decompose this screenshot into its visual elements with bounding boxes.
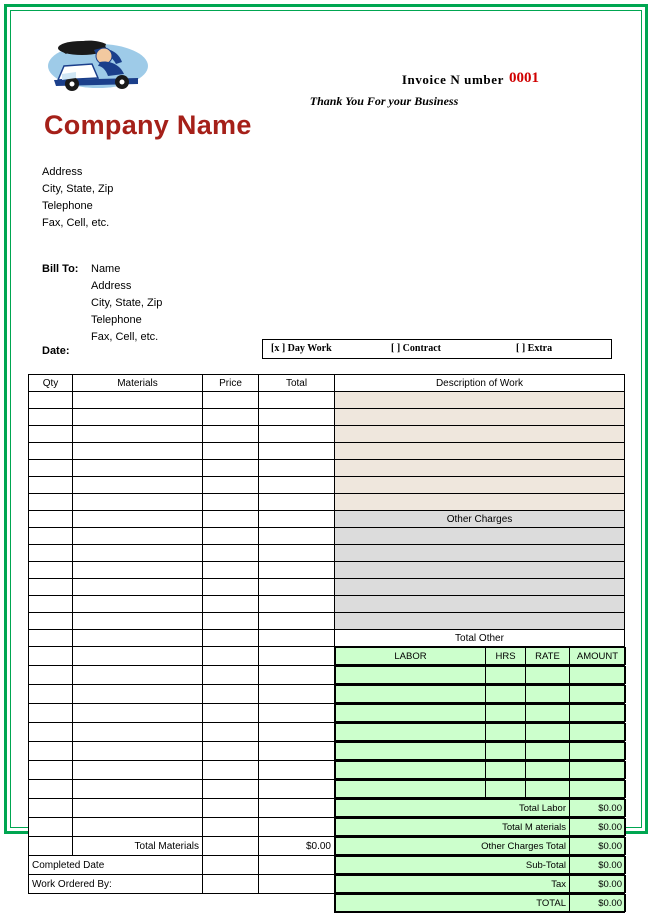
- cell-qty[interactable]: [29, 780, 73, 799]
- cell-total[interactable]: [259, 426, 335, 443]
- cell-materials[interactable]: [73, 460, 203, 477]
- total-labor-cell: [335, 799, 625, 818]
- table-row[interactable]: [29, 545, 625, 562]
- bill-to-line2[interactable]: Address: [91, 280, 132, 292]
- total-labor-label: Total Labor: [336, 800, 570, 817]
- cell-price[interactable]: [203, 742, 259, 761]
- total-materials-right-value: $0.00: [570, 819, 626, 836]
- bill-to-line3[interactable]: City, State, Zip: [91, 297, 163, 309]
- company-address-line1: Address: [42, 166, 83, 178]
- cell-other-charge[interactable]: [335, 528, 625, 545]
- cell-blank: [29, 894, 73, 913]
- cell-blank[interactable]: [259, 875, 335, 894]
- cell-hrs[interactable]: [486, 724, 526, 741]
- table-row[interactable]: [29, 494, 625, 511]
- cell-price[interactable]: [203, 494, 259, 511]
- cell-materials[interactable]: [73, 545, 203, 562]
- table-row[interactable]: [29, 460, 625, 477]
- grand-total-row: [29, 894, 625, 913]
- cell-total[interactable]: [259, 630, 335, 647]
- cell-price[interactable]: [203, 409, 259, 426]
- cell-materials[interactable]: [73, 704, 203, 723]
- cell-price[interactable]: [203, 723, 259, 742]
- sub-total-label: Sub-Total: [336, 857, 570, 874]
- cell-total[interactable]: [259, 596, 335, 613]
- cell-materials[interactable]: [73, 579, 203, 596]
- work-type-contract[interactable]: [ ] Contract: [391, 343, 441, 354]
- completed-date-row: [29, 856, 625, 875]
- cell-qty[interactable]: [29, 742, 73, 761]
- labor-header-row: [29, 647, 625, 666]
- cell-hrs[interactable]: [486, 781, 526, 798]
- cell-materials[interactable]: [73, 511, 203, 528]
- cell-total[interactable]: [259, 799, 335, 818]
- cell-price[interactable]: [203, 818, 259, 837]
- cell-price[interactable]: [203, 761, 259, 780]
- grand-total-label: TOTAL: [336, 895, 570, 912]
- cell-materials[interactable]: [73, 723, 203, 742]
- other-charges-header-row: [29, 511, 625, 528]
- table-row[interactable]: [29, 613, 625, 630]
- cell-total[interactable]: [259, 818, 335, 837]
- cell-amount[interactable]: [570, 705, 626, 722]
- labor-row[interactable]: [335, 742, 625, 761]
- cell-blank: [259, 894, 335, 913]
- company-address-line2: City, State, Zip: [42, 183, 114, 195]
- table-row[interactable]: [29, 426, 625, 443]
- cell-labor[interactable]: [336, 724, 486, 741]
- invoice-sheet: [14, 14, 638, 909]
- total-materials-left-label: Total Materials: [73, 837, 203, 856]
- cell-price[interactable]: [203, 562, 259, 579]
- table-row[interactable]: [29, 562, 625, 579]
- cell-qty[interactable]: [29, 460, 73, 477]
- cell-total[interactable]: [259, 723, 335, 742]
- cell-other-charge[interactable]: [335, 579, 625, 596]
- cell-materials[interactable]: [73, 426, 203, 443]
- cell-total[interactable]: [259, 704, 335, 723]
- cell-qty[interactable]: [29, 630, 73, 647]
- cell-price[interactable]: [203, 704, 259, 723]
- labor-col-header-amount: AMOUNT: [570, 648, 626, 665]
- cell-price[interactable]: [203, 528, 259, 545]
- cell-total[interactable]: [259, 409, 335, 426]
- table-row[interactable]: [29, 723, 625, 742]
- total-other-row: [29, 630, 625, 647]
- cell-other-charge[interactable]: [335, 562, 625, 579]
- company-name: Company Name: [44, 110, 252, 140]
- total-materials-right-row: [29, 818, 625, 837]
- cell-hrs[interactable]: [486, 743, 526, 760]
- cell-description[interactable]: [335, 494, 625, 511]
- cell-other-charge[interactable]: [335, 613, 625, 630]
- cell-materials[interactable]: [73, 799, 203, 818]
- cell-total[interactable]: [259, 613, 335, 630]
- table-row[interactable]: [29, 443, 625, 460]
- labor-row[interactable]: [335, 704, 625, 723]
- col-header-qty: Qty: [29, 375, 73, 392]
- tax-cell: [335, 875, 625, 894]
- bill-to-line4[interactable]: Telephone: [91, 314, 142, 326]
- cell-price[interactable]: [203, 460, 259, 477]
- total-labor-row: [29, 799, 625, 818]
- cell-rate[interactable]: [526, 667, 570, 684]
- cell-price[interactable]: [203, 477, 259, 494]
- cell-other-charge[interactable]: [335, 545, 625, 562]
- cell-labor[interactable]: [336, 762, 486, 779]
- invoice-line-items-table: [28, 374, 625, 913]
- table-row[interactable]: [29, 596, 625, 613]
- cell-total[interactable]: [259, 562, 335, 579]
- cell-qty[interactable]: [29, 704, 73, 723]
- cell-total[interactable]: [259, 443, 335, 460]
- table-row[interactable]: [29, 392, 625, 409]
- table-row[interactable]: [29, 409, 625, 426]
- labor-header-cell: [335, 647, 625, 666]
- cell-labor[interactable]: [336, 705, 486, 722]
- cell-qty: [29, 837, 73, 856]
- cell-materials[interactable]: [73, 685, 203, 704]
- cell-rate[interactable]: [526, 686, 570, 703]
- cell-qty[interactable]: [29, 545, 73, 562]
- labor-row[interactable]: [335, 780, 625, 799]
- cell-rate[interactable]: [526, 705, 570, 722]
- cell-description[interactable]: [335, 409, 625, 426]
- cell-amount[interactable]: [570, 724, 626, 741]
- cell-qty[interactable]: [29, 443, 73, 460]
- cell-materials[interactable]: [73, 409, 203, 426]
- cell-price[interactable]: [203, 443, 259, 460]
- cell-materials[interactable]: [73, 666, 203, 685]
- invoice-number-label: Invoice N umber: [401, 72, 504, 87]
- cell-total[interactable]: [259, 545, 335, 562]
- cell-total[interactable]: [259, 528, 335, 545]
- cell-qty[interactable]: [29, 666, 73, 685]
- cell-materials[interactable]: [73, 443, 203, 460]
- table-row[interactable]: [29, 528, 625, 545]
- cell-total[interactable]: [259, 460, 335, 477]
- cell-hrs[interactable]: [486, 705, 526, 722]
- cell-materials[interactable]: [73, 477, 203, 494]
- cell-total[interactable]: [259, 666, 335, 685]
- cell-qty[interactable]: [29, 409, 73, 426]
- work-ordered-by-label: Work Ordered By:: [29, 875, 203, 894]
- cell-qty[interactable]: [29, 511, 73, 528]
- cell-materials[interactable]: [73, 818, 203, 837]
- cell-materials[interactable]: [73, 780, 203, 799]
- invoice-number-value[interactable]: 0001: [509, 70, 539, 86]
- cell-qty[interactable]: [29, 799, 73, 818]
- labor-row[interactable]: [335, 723, 625, 742]
- cell-price[interactable]: [203, 511, 259, 528]
- cell-rate[interactable]: [526, 743, 570, 760]
- cell-hrs[interactable]: [486, 762, 526, 779]
- table-row[interactable]: [29, 780, 625, 799]
- cell-blank: [73, 894, 203, 913]
- cell-rate[interactable]: [526, 762, 570, 779]
- bill-to-line1[interactable]: Name: [91, 263, 121, 275]
- cell-materials[interactable]: [73, 630, 203, 647]
- cell-blank: [203, 894, 259, 913]
- cell-materials[interactable]: [73, 494, 203, 511]
- labor-col-header-labor: LABOR: [336, 648, 486, 665]
- grand-total-value: $0.00: [570, 895, 626, 912]
- cell-description[interactable]: [335, 426, 625, 443]
- cell-total[interactable]: [259, 392, 335, 409]
- sub-total-cell: [335, 856, 625, 875]
- cell-labor[interactable]: [336, 686, 486, 703]
- total-materials-left-row: [29, 837, 625, 856]
- date-label: Date:: [42, 345, 70, 357]
- completed-date-value[interactable]: [203, 856, 259, 875]
- bill-to-label: Bill To:: [42, 263, 79, 275]
- cell-description[interactable]: [335, 392, 625, 409]
- labor-col-header-hrs: HRS: [486, 648, 526, 665]
- cell-other-charge[interactable]: [335, 596, 625, 613]
- cell-labor[interactable]: [336, 743, 486, 760]
- cell-qty[interactable]: [29, 494, 73, 511]
- cell-materials[interactable]: [73, 742, 203, 761]
- cell-price: [203, 837, 259, 856]
- cell-qty[interactable]: [29, 818, 73, 837]
- total-other-label: Total Other: [335, 630, 625, 647]
- cell-description[interactable]: [335, 477, 625, 494]
- cell-total[interactable]: [259, 685, 335, 704]
- tax-value: $0.00: [570, 876, 626, 893]
- cell-qty[interactable]: [29, 685, 73, 704]
- total-labor-value: $0.00: [570, 800, 626, 817]
- other-charges-total-label: Other Charges Total: [336, 838, 570, 855]
- cell-amount[interactable]: [570, 781, 626, 798]
- cell-materials[interactable]: [73, 596, 203, 613]
- cell-materials[interactable]: [73, 562, 203, 579]
- cell-amount[interactable]: [570, 686, 626, 703]
- cell-price[interactable]: [203, 685, 259, 704]
- cell-total[interactable]: [259, 761, 335, 780]
- cell-blank[interactable]: [259, 856, 335, 875]
- cell-price[interactable]: [203, 613, 259, 630]
- total-materials-right-label: Total M aterials: [336, 819, 570, 836]
- work-ordered-by-value[interactable]: [203, 875, 259, 894]
- cell-qty[interactable]: [29, 579, 73, 596]
- cell-price[interactable]: [203, 780, 259, 799]
- cell-qty[interactable]: [29, 477, 73, 494]
- cell-price[interactable]: [203, 596, 259, 613]
- cell-price[interactable]: [203, 579, 259, 596]
- cell-hrs[interactable]: [486, 667, 526, 684]
- grand-total-cell: [335, 894, 625, 913]
- cell-price[interactable]: [203, 426, 259, 443]
- labor-col-header-rate: RATE: [526, 648, 570, 665]
- cell-description[interactable]: [335, 443, 625, 460]
- cell-qty[interactable]: [29, 613, 73, 630]
- table-row[interactable]: [29, 761, 625, 780]
- cell-labor[interactable]: [336, 781, 486, 798]
- table-row[interactable]: [29, 685, 625, 704]
- cell-price[interactable]: [203, 630, 259, 647]
- thank-you-message: Thank You For your Business: [309, 94, 459, 108]
- cell-total[interactable]: [259, 494, 335, 511]
- cell-qty[interactable]: [29, 392, 73, 409]
- company-address-line3: Telephone: [42, 200, 93, 212]
- col-header-price: Price: [203, 375, 259, 392]
- total-materials-right-cell: [335, 818, 625, 837]
- work-type-extra[interactable]: [ ] Extra: [516, 343, 553, 354]
- work-ordered-by-row: [29, 875, 625, 894]
- cell-materials[interactable]: [73, 613, 203, 630]
- other-charges-total-value: $0.00: [570, 838, 626, 855]
- cell-total[interactable]: [259, 780, 335, 799]
- cell-total[interactable]: [259, 742, 335, 761]
- other-charges-total-cell: [335, 837, 625, 856]
- table-row[interactable]: [29, 579, 625, 596]
- cell-total[interactable]: [259, 647, 335, 666]
- cell-rate[interactable]: [526, 724, 570, 741]
- work-type-day-work[interactable]: [x ] Day Work: [271, 343, 332, 354]
- sub-total-value: $0.00: [570, 857, 626, 874]
- mechanic-car-logo-icon: [42, 32, 154, 94]
- col-header-materials: Materials: [73, 375, 203, 392]
- cell-price[interactable]: [203, 666, 259, 685]
- cell-amount[interactable]: [570, 743, 626, 760]
- cell-rate[interactable]: [526, 781, 570, 798]
- cell-materials[interactable]: [73, 392, 203, 409]
- cell-qty[interactable]: [29, 647, 73, 666]
- table-header-row: [29, 375, 625, 392]
- cell-qty[interactable]: [29, 723, 73, 742]
- col-header-description: Description of Work: [335, 375, 625, 392]
- cell-price[interactable]: [203, 392, 259, 409]
- labor-row[interactable]: [335, 685, 625, 704]
- cell-description[interactable]: [335, 460, 625, 477]
- labor-row[interactable]: [335, 761, 625, 780]
- labor-row[interactable]: [335, 666, 625, 685]
- cell-price[interactable]: [203, 545, 259, 562]
- bill-to-line5[interactable]: Fax, Cell, etc.: [91, 331, 159, 343]
- table-row[interactable]: [29, 742, 625, 761]
- table-row[interactable]: [29, 704, 625, 723]
- total-materials-left-value: $0.00: [259, 837, 335, 856]
- cell-labor[interactable]: [336, 667, 486, 684]
- completed-date-label: Completed Date: [29, 856, 203, 875]
- col-header-total: Total: [259, 375, 335, 392]
- cell-price[interactable]: [203, 647, 259, 666]
- tax-label: Tax: [336, 876, 570, 893]
- cell-total[interactable]: [259, 579, 335, 596]
- cell-materials[interactable]: [73, 647, 203, 666]
- cell-materials[interactable]: [73, 761, 203, 780]
- table-row[interactable]: [29, 477, 625, 494]
- cell-qty[interactable]: [29, 426, 73, 443]
- cell-qty[interactable]: [29, 562, 73, 579]
- cell-amount[interactable]: [570, 762, 626, 779]
- cell-total[interactable]: [259, 511, 335, 528]
- table-row[interactable]: [29, 666, 625, 685]
- cell-qty[interactable]: [29, 596, 73, 613]
- cell-hrs[interactable]: [486, 686, 526, 703]
- work-type-box[interactable]: [262, 339, 612, 359]
- cell-total[interactable]: [259, 477, 335, 494]
- cell-price[interactable]: [203, 799, 259, 818]
- cell-materials[interactable]: [73, 528, 203, 545]
- company-address-line4: Fax, Cell, etc.: [42, 217, 110, 229]
- other-charges-header: Other Charges: [335, 511, 625, 528]
- cell-amount[interactable]: [570, 667, 626, 684]
- cell-qty[interactable]: [29, 528, 73, 545]
- cell-qty[interactable]: [29, 761, 73, 780]
